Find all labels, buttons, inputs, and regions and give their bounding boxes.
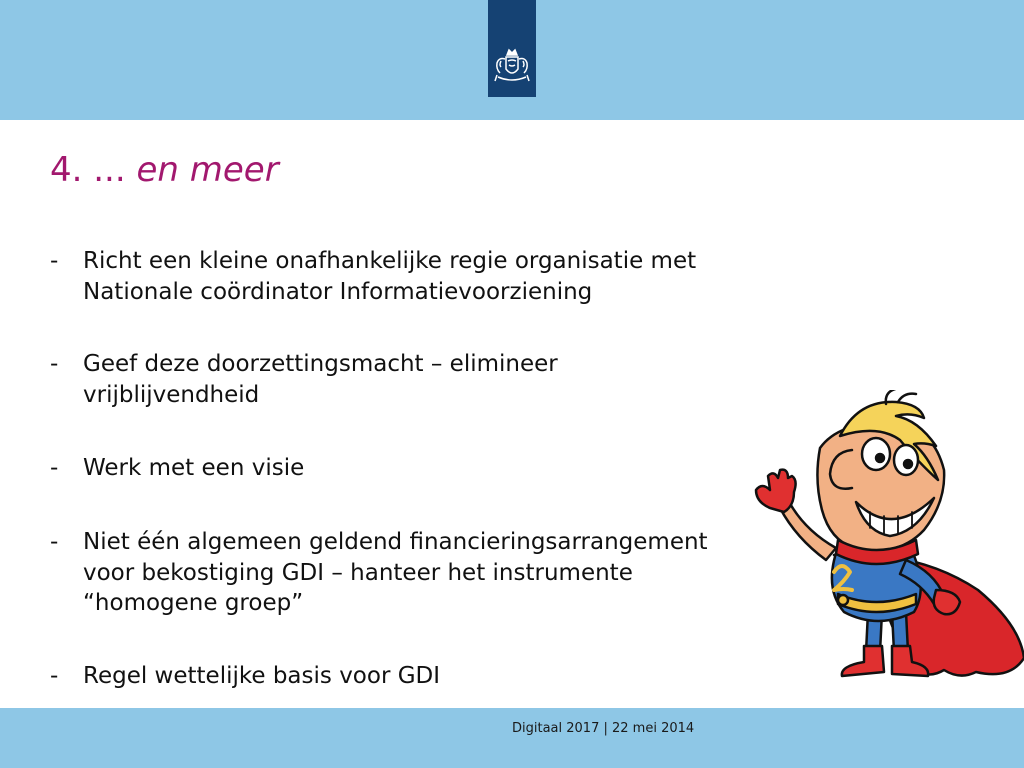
bullet-line: vrijblijvendheid — [83, 381, 260, 408]
bullet-marker: - — [50, 455, 59, 481]
government-logo — [488, 0, 536, 97]
top-banner — [0, 0, 1024, 120]
bullet-line: Werk met een visie — [83, 455, 305, 481]
list-item — [50, 453, 304, 484]
bullet-line: Regel wettelijke basis voor GDI — [83, 663, 441, 689]
bullet-line: “homogene groep” — [83, 590, 304, 616]
list-item — [50, 246, 696, 307]
list-item — [50, 661, 440, 692]
slide-title — [50, 150, 279, 190]
list-item — [50, 349, 558, 410]
list-item — [50, 527, 708, 619]
title-emphasis: en meer — [136, 150, 279, 190]
bottom-banner — [0, 708, 1024, 768]
bullet-marker: - — [50, 351, 59, 377]
bullet-marker: - — [50, 529, 59, 555]
bullet-marker: - — [50, 663, 59, 689]
bullet-line: Richt een kleine onafhankelijke regie organisatie met — [83, 248, 697, 274]
bullet-line: Niet één algemeen geldend financieringsarrangement — [83, 529, 708, 555]
bullet-line: voor bekostiging GDI – hanteer het instrumente — [83, 559, 633, 586]
title-number: 4. ... — [50, 150, 126, 190]
bullet-line: Geef deze doorzettingsmacht – elimineer — [83, 351, 558, 377]
coat-of-arms-icon — [491, 47, 533, 87]
superhero-cartoon-icon — [748, 390, 1024, 690]
bullet-marker: - — [50, 248, 59, 274]
bullet-line: Nationale coördinator Informatievoorziening — [83, 278, 593, 305]
footer-label: Digitaal 2017 | 22 mei 2014 — [512, 721, 695, 736]
